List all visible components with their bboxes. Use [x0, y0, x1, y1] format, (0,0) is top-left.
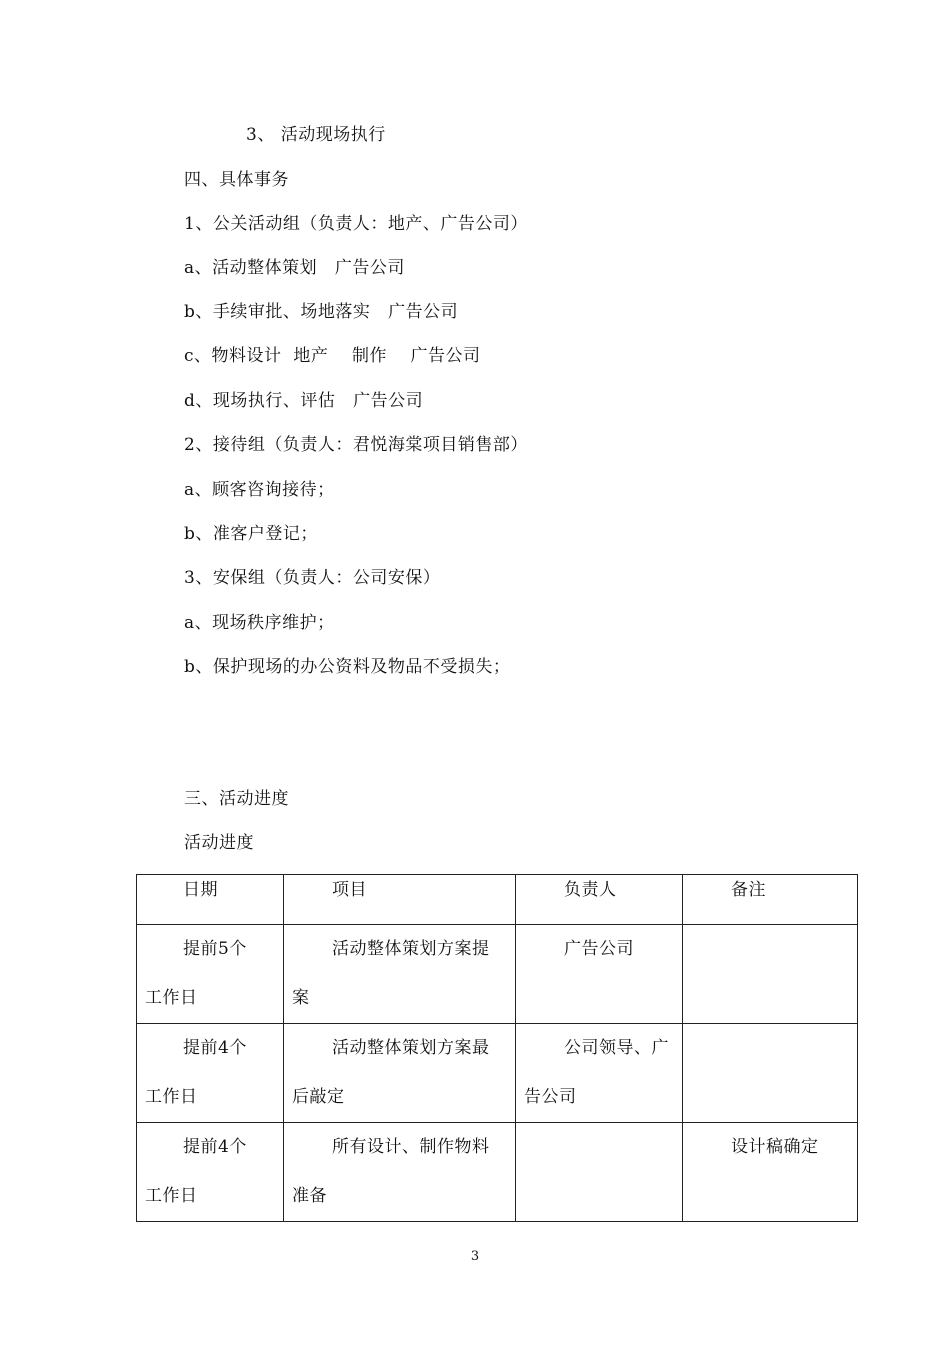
- cell-item: 所有设计、制作物料 准备: [284, 1123, 516, 1222]
- cell-date: 提前5个 工作日: [137, 925, 284, 1024]
- cell-note: 设计稿确定: [683, 1123, 858, 1222]
- cell-owner: 公司领导、广 告公司: [516, 1024, 683, 1123]
- body-line-pr-b: b、手续审批、场地落实 广告公司: [184, 302, 459, 322]
- section-heading-tasks: 四、具体事务: [184, 170, 289, 190]
- cell-item: 活动整体策划方案提 案: [284, 925, 516, 1024]
- cell-item: 活动整体策划方案最 后敲定: [284, 1024, 516, 1123]
- body-line-security-a: a、现场秩序维护；: [184, 613, 335, 633]
- section-heading-progress: 三、活动进度: [184, 789, 289, 809]
- schedule-table: [136, 874, 858, 1222]
- table-row: [137, 925, 858, 1024]
- body-line-pr-d: d、现场执行、评估 广告公司: [184, 391, 424, 411]
- cell-note: [683, 1024, 858, 1123]
- cell-date: 提前4个 工作日: [137, 1123, 284, 1222]
- body-line-reception-group: 2、接待组（负责人：君悦海棠项目销售部）: [184, 435, 528, 455]
- cell-owner: [516, 1123, 683, 1222]
- body-line-security-b: b、保护现场的办公资料及物品不受损失；: [184, 657, 511, 677]
- body-line-security-group: 3、安保组（负责人：公司安保）: [184, 568, 441, 588]
- table-caption: 活动进度: [184, 833, 254, 853]
- header-owner: 负责人: [516, 875, 683, 925]
- body-line-pr-c: c、物料设计 地产 制作 广告公司: [184, 346, 481, 366]
- body-line-pr-group: 1、公关活动组（负责人：地产、广告公司）: [184, 214, 528, 234]
- table-header-row: [137, 875, 858, 925]
- page-number: 3: [470, 1249, 480, 1264]
- body-line-reception-a: a、顾客咨询接待；: [184, 480, 335, 500]
- body-line-pr-a: a、活动整体策划 广告公司: [184, 258, 405, 278]
- table-row: [137, 1123, 858, 1222]
- body-line-reception-b: b、准客户登记；: [184, 524, 318, 544]
- table-row: [137, 1024, 858, 1123]
- cell-date: 提前4个 工作日: [137, 1024, 284, 1123]
- body-line-1: 3、 活动现场执行: [246, 125, 386, 145]
- header-note: 备注: [683, 875, 858, 925]
- cell-note: [683, 925, 858, 1024]
- header-item: 项目: [284, 875, 516, 925]
- header-date: 日期: [137, 875, 284, 925]
- cell-owner: 广告公司: [516, 925, 683, 1024]
